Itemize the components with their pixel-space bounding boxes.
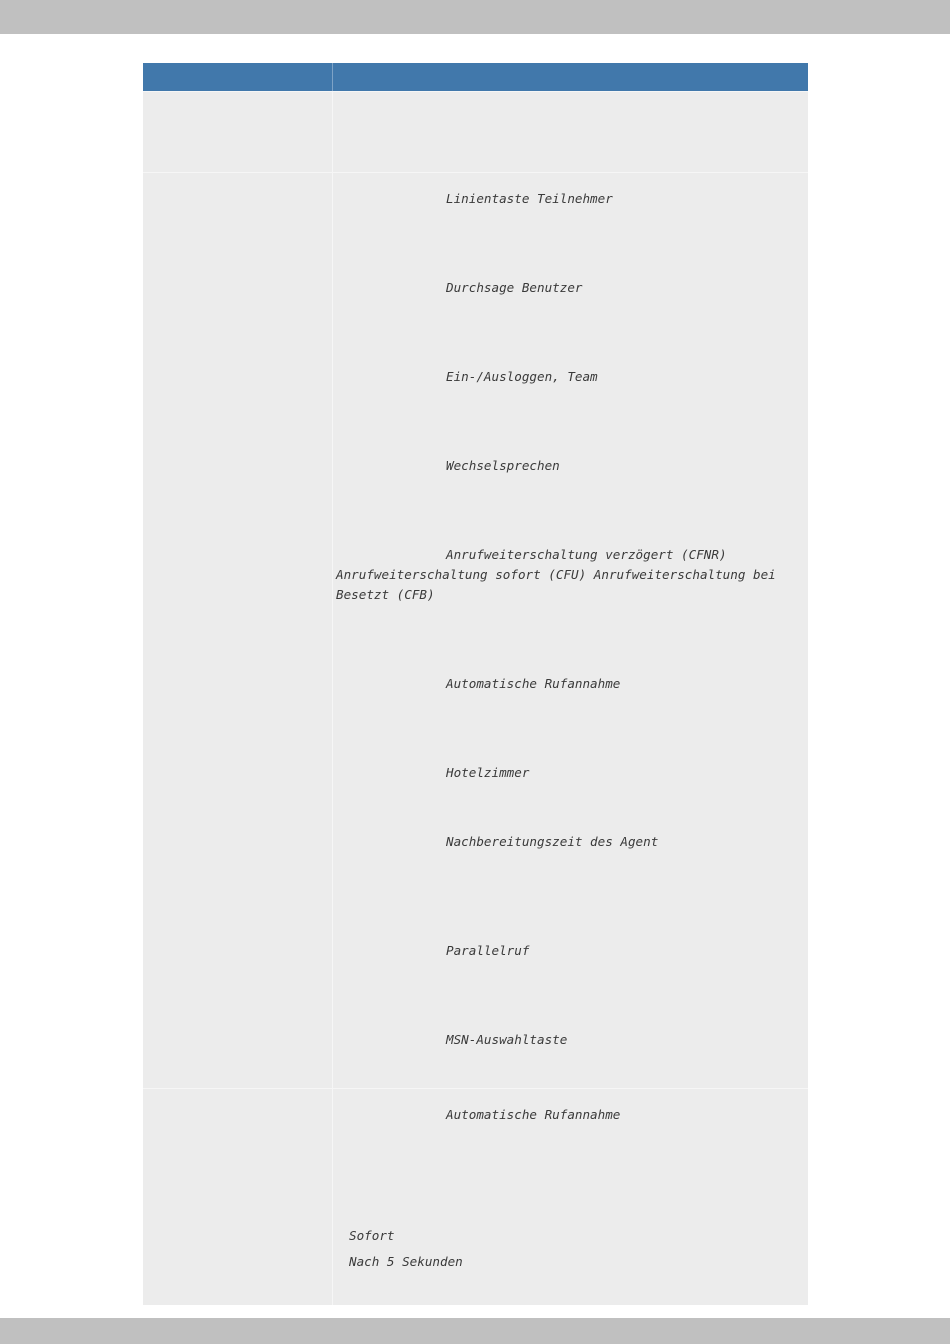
table-row [143, 172, 808, 1088]
table-cell-field [143, 1089, 333, 1305]
auto-answer-heading: Automatische Rufannahme [446, 1107, 621, 1122]
function-item-parallel-call: Parallelruf [446, 943, 530, 958]
function-item-announcement: Durchsage Benutzer [446, 280, 583, 295]
table-cell-value [333, 1089, 808, 1305]
function-item-login-team: Ein-/Ausloggen, Team [446, 369, 598, 384]
function-item-line-key: Linientaste Teilnehmer [446, 191, 613, 206]
page-top-bar [0, 0, 950, 34]
table-row [143, 1088, 808, 1305]
table-cell-field [143, 92, 333, 172]
table-cell-value [333, 92, 808, 172]
function-item-msn-key: MSN-Auswahltaste [446, 1032, 568, 1047]
table-cell-field [143, 173, 333, 1088]
function-item-agent-wrapup: Nachbereitungszeit des Agent [446, 834, 659, 849]
function-item-intercom: Wechselsprechen [446, 458, 560, 473]
function-item-call-forwarding: Anrufweiterschaltung verzögert (CFNR) Anrufweiterschaltung sofort (CFU) Anrufweiterschaltung bei Besetzt (CFB) [336, 547, 776, 602]
option-after-5-seconds: Nach 5 Sekunden [349, 1254, 463, 1269]
table-cell-value [333, 173, 808, 1088]
table-header [143, 63, 808, 91]
option-immediately: Sofort [349, 1228, 395, 1243]
parameter-table [143, 63, 808, 1305]
table-header-cell-value [333, 63, 808, 91]
table-row [143, 91, 808, 172]
page-bottom-bar [0, 1318, 950, 1344]
function-item-auto-answer: Automatische Rufannahme [446, 676, 621, 691]
function-item-hotel-room: Hotelzimmer [446, 765, 530, 780]
table-header-cell-field [143, 63, 333, 91]
